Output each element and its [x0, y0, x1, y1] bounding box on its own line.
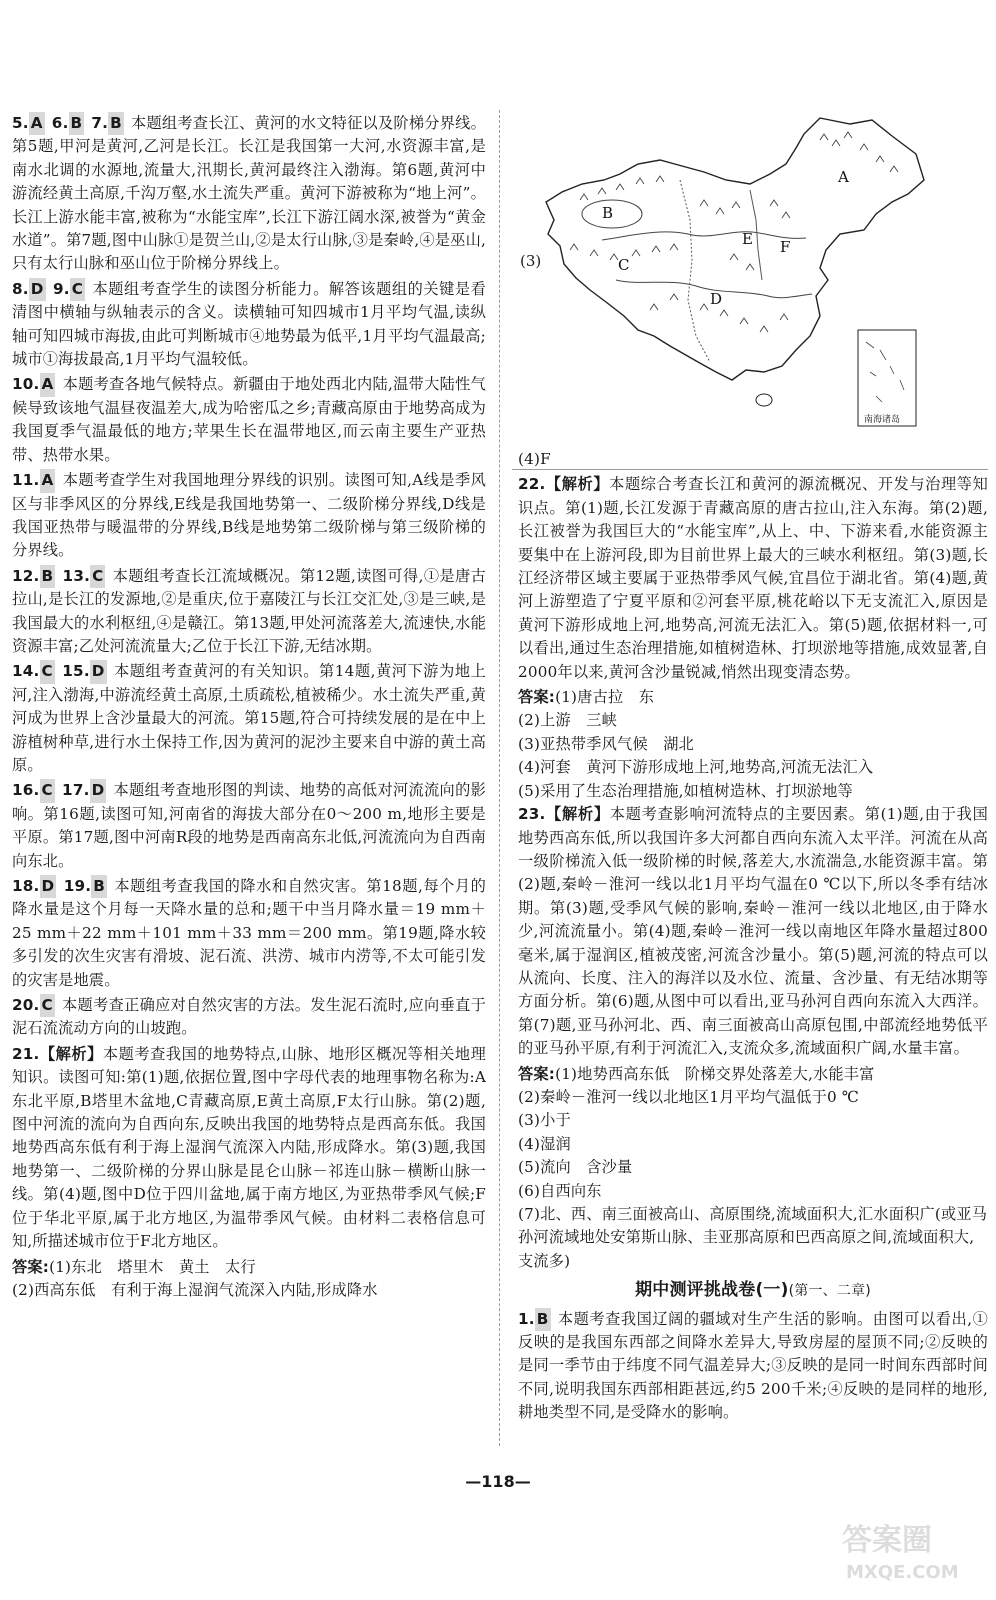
question-number: 19.	[63, 877, 92, 895]
answer-line: (7)北、西、南三面被高山、高原围绕,流域面积大,汇水面积广(或亚马孙河流域地处安第斯山脉、圭亚那高原和巴西高原之间,流域面积大,支流多)	[518, 1205, 988, 1270]
answer-letter: C	[70, 278, 85, 301]
answer-item-14-15	[12, 660, 486, 777]
answer-letter: A	[29, 112, 45, 135]
answer-letter: D	[29, 278, 46, 301]
question-number: 10.	[12, 375, 40, 394]
inset-label: 南海诸岛	[864, 415, 901, 425]
section-title	[518, 1279, 988, 1303]
answer-item-22	[518, 473, 988, 684]
question-number: 9.	[52, 279, 70, 298]
answer-text: (1)唐古拉 东	[555, 688, 655, 707]
answer-item-5-7	[12, 112, 486, 276]
answer-letter: D	[90, 779, 107, 802]
column-divider	[499, 110, 500, 1446]
answer-letter: B	[535, 1308, 551, 1331]
analysis-tag: 【解析】	[545, 475, 610, 494]
question-number: 7.	[91, 114, 109, 132]
explanation-text: 本题组考查长江、黄河的水文特征以及阶梯分界线。第5题,甲河是黄河,乙河是长江。长江是我国第一大河,水资源丰富,是南水北调的水源地,流量大,汛期长,黄河最终注入渤海。第6题,黄河中游流经黄土高原,千沟万壑,水土流失严重。黄河下游被称为“地上河”。长江上游水能丰富,被称为“水能宝库”,长江下游江阔水深,被誉为“黄金水道”。第7题,图中山脉①是贺兰山,②是太行山脉,③是秦岭,④是巫山,只有太行山脉和巫山位于阶梯分界线上。	[12, 114, 486, 273]
right-column	[518, 448, 988, 1427]
explanation-text: 本题组考查学生的读图分析能力。解答该题组的关键是看清图中横轴与纵轴表示的含义。读横轴可知四城市1月平均气温,读纵轴可知四城市海拔,由此可判断城市④地势最为低平,1月平均气温最高;城市①海拔最高,1月平均气温较低。	[12, 279, 487, 369]
answer-line: (4)湿润	[518, 1134, 571, 1153]
answer-letter: C	[40, 994, 55, 1017]
answer-line	[12, 1256, 486, 1279]
answer-item-21	[12, 1043, 486, 1254]
map-sub-label: (3)	[520, 252, 542, 270]
explanation-text: 本题考查我国的地势特点,山脉、地形区概况等相关地理知识。读图可知:第(1)题,依据位置,图中字母代表的地理事物名称为:A东北平原,B塔里木盆地,C青藏高原,E黄土高原,F太行山脉。第(2)题,图中河流的流向为自西向东,反映出我国的地势特点是西高东低。我国地势西高东低有利于海上湿润气流深入内陆,形成降水。第(3)题,我国地势第一、二级阶梯的分界山脉是昆仑山脉－祁连山脉－横断山脉一线。第(4)题,图中D位于四川盆地,属于南方地区,为亚热带季风气候;F位于华北平原,属于北方地区,为温带季风气候。由材料二表格信息可知,所描述城市位于F北方地区。	[12, 1044, 487, 1251]
question-number: 13.	[62, 566, 91, 585]
answer-letter: B	[69, 112, 85, 135]
answer-label: 答案:	[12, 1257, 50, 1276]
analysis-tag: 【解析】	[545, 805, 610, 824]
answer-text: (1)东北 塔里木 黄土 太行	[49, 1257, 256, 1276]
answer-line	[518, 1063, 988, 1086]
explanation-text: 本题组考查黄河的有关知识。第14题,黄河下游为地上河,注入渤海,中游流经黄土高原,土质疏松,植被稀少。水土流失严重,黄河成为世界上含沙量最大的河流。第15题,符合可持续发展的是在中上游植树种草,进行水土保持工作,因为黄河的泥沙主要来自中游的黄土高原。	[12, 662, 486, 774]
answer-letter: B	[40, 565, 56, 588]
map-letter-d: D	[710, 290, 723, 308]
answer-line: (2)西高东低 有利于海上湿润气流深入内陆,形成降水	[12, 1280, 378, 1299]
answer-label: 答案:	[518, 1064, 556, 1083]
answer-letter: B	[108, 112, 124, 135]
answer-letter: D	[90, 660, 107, 683]
map-letter-a: A	[838, 168, 849, 186]
page-number: —118—	[465, 1472, 531, 1491]
explanation-text: 本题考查学生对我国地理分界线的识别。读图可知,A线是季风区与非季风区的分界线,E线是我国地势第一、二级阶梯分界线,D线是我国亚热带与暖温带的分界线,B线是地势第二级阶梯与第三级阶梯的分界线。	[12, 471, 486, 560]
answer-block-23	[518, 1063, 988, 1274]
map-letter-e: E	[742, 230, 753, 248]
answer-letter: C	[40, 660, 55, 683]
answer-item-s1	[518, 1308, 988, 1425]
answer-text: (1)地势西高东低 阶梯交界处落差大,水能丰富	[555, 1064, 875, 1083]
explanation-text: 本题组考查地形图的判读、地势的高低对河流流向的影响。第16题,读图可知,河南省的海拔大部分在0～200 m,地形主要是平原。第17题,图中河南R段的地势是西南高东北低,河流流向为自西南向东北。	[12, 781, 486, 870]
answer-line: (5)流向 含沙量	[518, 1158, 633, 1177]
explanation-text: 本题综合考查长江和黄河的源流概况、开发与治理等知识点。第(1)题,长江发源于青藏高原的唐古拉山,注入东海。第(2)题,长江被誉为我国巨大的“水能宝库”,从上、中、下游来看,水能资源主要集中在上游河段,即为目前世界上最大的三峡水利枢纽。第(3)题,长江经济带区域主要属于亚热带季风气候,宜昌位于湖北省。第(4)题,黄河上游塑造了宁夏平原和②河套平原,桃花峪以下无支流汇入,原因是黄河下游形成地上河,地势高,河流无法汇入。第(5)题,依据材料一,可以看出,通过生态治理措施,如植树造林、打坝淤地等措施,成效显著,自2000年以来,黄河含沙量锐减,悄然出现变清态势。	[518, 475, 988, 681]
answer-item-20	[12, 994, 486, 1041]
boundary-line	[680, 180, 710, 362]
question-number: 11.	[12, 471, 40, 490]
question-number: 21.	[12, 1044, 40, 1063]
analysis-tag: 【解析】	[39, 1044, 103, 1063]
map-letter-c: C	[618, 256, 630, 274]
question-number: 1.	[518, 1309, 535, 1328]
answer-letter: C	[90, 565, 105, 588]
explanation-text: 本题考查影响河流特点的主要因素。第(1)题,由于我国地势西高东低,所以我国许多大河都自西向东流入太平洋。河流在从高一级阶梯流入低一级阶梯的时候,落差大,水流湍急,水能资源丰富。第(2)题,秦岭－淮河一线以北1月平均气温在0 ℃以下,所以冬季有结冰期。第(3)题,受季风气候的影响,秦岭－淮河一线以北地区,由于降水少,河流流量小。第(4)题,秦岭－淮河一线以南地区年降水量超过800毫米,属于湿润区,植被茂密,河流含沙量小。第(5)题,河流的特点可以从流向、长度、注入的海洋以及水位、流量、含沙量、有无结冰期等方面分析。第(6)题,从图中可以看出,亚马孙河自西向东流入大西洋。第(7)题,亚马孙河北、西、南三面被高山高原包围,中部流经地势低平的亚马孙平原,有利于河流汇入,支流众多,流域面积广阔,水量丰富。	[518, 805, 988, 1058]
explanation-text: 本题考查正确应对自然灾害的方法。发生泥石流时,应向垂直于泥石流流动方向的山坡跑。	[12, 996, 486, 1038]
answer-line: (4)河套 黄河下游形成地上河,地势高,河流无法汇入	[518, 758, 874, 777]
question-number: 22.	[518, 475, 546, 494]
answer-letter: A	[40, 469, 56, 492]
answer-label: 答案:	[518, 688, 556, 707]
answer-item-12-13	[12, 565, 486, 659]
answer-line: (2)秦岭－淮河一线以北地区1月平均气温低于0 ℃	[518, 1087, 860, 1106]
answer-item-11	[12, 469, 486, 563]
answer-item-23	[518, 803, 988, 1060]
answer-letter: A	[40, 373, 56, 396]
island-shape	[756, 394, 772, 406]
explanation-text: 本题组考查长江流域概况。第12题,读图可得,①是唐古拉山,是长江的发源地,②是重庆,位于嘉陵江与长江交汇处,③是三峡,是我国最大的水利枢纽,④是赣江。第13题,甲处河流落差大,流速快,水能资源丰富;乙处河流流量大;乙位于长江下游,无结冰期。	[12, 566, 487, 655]
answer-item-8-9	[12, 278, 486, 372]
question-number: 5.	[12, 114, 29, 132]
explanation-text: 本题组考查我国的降水和自然灾害。第18题,每个月的降水量是这个月每一天降水量的总和;题干中当月降水量＝19 mm＋25 mm＋22 mm＋101 mm＋33 mm＝200 mm。第19题,降水较多引发的次生灾害有滑坡、泥石流、洪涝、城市内涝等,不太可能引发的灾害是地震。	[12, 877, 486, 989]
map-letter-f: F	[780, 238, 791, 256]
map-answer-4: (4)F	[518, 450, 551, 468]
answer-block-21	[12, 1256, 486, 1303]
question-number: 23.	[518, 805, 546, 824]
explanation-text: 本题考查我国辽阔的疆域对生产生活的影响。由图可以看出,①反映的是我国东西部之间降水差异大,导致房屋的屋顶不同;②反映的是同一季节由于纬度不同气温差异大;③反映的是同一时间东西部时间不同,说明我国东西部相距甚远,约5 200千米;④反映的是同样的地形,耕地类型不同,是受降水的影响。	[518, 1309, 988, 1422]
answer-line: (2)上游 三峡	[518, 711, 618, 730]
question-number: 6.	[51, 114, 69, 132]
river-line	[602, 232, 806, 240]
question-number: 17.	[62, 781, 90, 800]
answer-letter: C	[40, 779, 55, 802]
china-map	[520, 110, 940, 440]
question-number: 18.	[12, 877, 40, 895]
south-sea-inset	[858, 330, 916, 426]
answer-item-18-19	[12, 875, 486, 992]
question-number: 16.	[12, 781, 40, 800]
explanation-text: 本题考查各地气候特点。新疆由于地处西北内陆,温带大陆性气候导致该地气温昼夜温差大,成为哈密瓜之乡;青藏高原由于地势高成为我国夏季气温最低的地方;苹果生长在温带地区,而云南主要生产亚热带、热带水果。	[12, 375, 486, 464]
answer-letter: B	[91, 875, 107, 898]
question-number: 14.	[12, 662, 40, 681]
separator-line	[512, 469, 988, 470]
answer-line: (3)亚热带季风气候 湖北	[518, 734, 694, 753]
map-letter-b: B	[602, 204, 614, 222]
section-title-main: 期中测评挑战卷(一)	[635, 1280, 789, 1301]
answer-item-16-17	[12, 779, 486, 873]
answer-letter: D	[40, 875, 57, 898]
answer-line: (5)采用了生态治理措施,如植树造林、打坝淤地等	[518, 781, 853, 800]
watermark-logo	[832, 1516, 982, 1586]
section-title-sub: (第一、二章)	[788, 1283, 871, 1300]
watermark-text-top: 答案圈	[842, 1523, 932, 1558]
question-number: 15.	[62, 662, 90, 681]
question-number: 20.	[12, 996, 40, 1015]
answer-block-22	[518, 686, 988, 803]
left-column	[12, 112, 486, 1302]
answer-line	[518, 686, 988, 709]
question-number: 12.	[12, 566, 40, 585]
answer-line: (6)自西向东	[518, 1181, 602, 1200]
answer-line: (3)小于	[518, 1111, 571, 1130]
question-number: 8.	[12, 279, 29, 298]
answer-item-10	[12, 373, 486, 467]
watermark-text-bottom: MXQE.COM	[846, 1562, 959, 1583]
